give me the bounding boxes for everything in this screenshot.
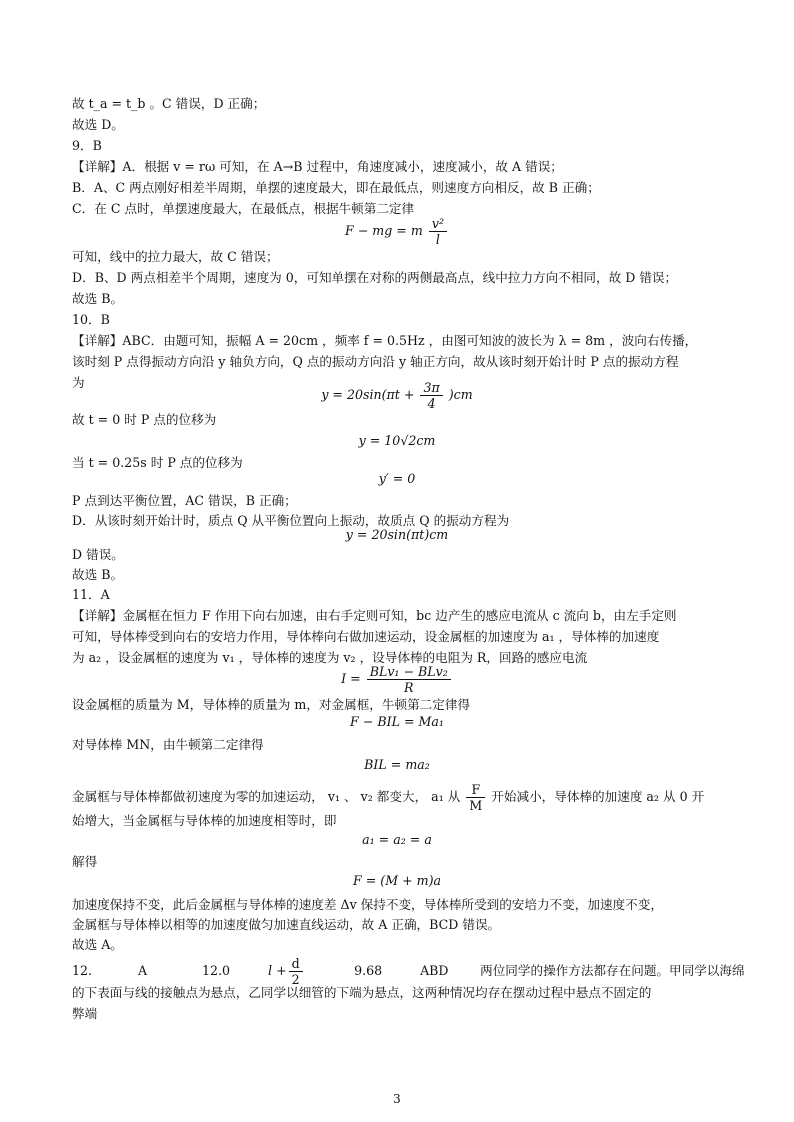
fraction: $\frac{\text{BLv₁ − BLv₂}}{R}$ <box>367 664 451 695</box>
equation-accel-equal: a₁ = a₂ = a <box>362 832 432 847</box>
equation-rod-newton: BIL = ma₂ <box>364 757 430 772</box>
text-line: D 错误。 <box>72 547 124 562</box>
text-line: 可知，导体棒受到向右的安培力作用，导体棒向右做加速运动，设金属框的加速度为 a₁ ，导体棒的加速度 <box>72 629 660 644</box>
text-line: D．从该时刻开始计时，质点 Q 从平衡位置向上振动，故质点 Q 的振动方程为 <box>72 513 510 528</box>
fraction: $\frac{\text{v²}}{l}$ <box>429 216 447 247</box>
equation-p-displacement-2: y′ = 0 <box>378 471 416 486</box>
text-line: 当 t = 0.25s 时 P 点的位移为 <box>72 455 243 470</box>
text-line: C．在 C 点时，单摆速度最大，在最低点，根据牛顿第二定律 <box>72 201 415 216</box>
fraction: $\frac{F}{M}$ <box>466 782 485 813</box>
question-number: 10．B <box>72 312 110 327</box>
text-line-with-fraction: 金属框与导体棒都做初速度为零的加速运动， v₁ 、 v₂ 都变大， a₁ 从 $\frac{F}{M}$ 开始减小，导体棒的加速度 a₂ 从 0 开 <box>72 782 705 813</box>
text-line: 为 <box>72 375 85 390</box>
text-line: 解得 <box>72 854 98 869</box>
text-line: 故 t = 0 时 P 点的位移为 <box>72 412 217 427</box>
text-line: 故选 A。 <box>72 937 123 952</box>
text-line: 【详解】A．根据 v = rω 可知，在 A→B 过程中，角速度减小，速度减小，故 A 错误； <box>72 159 563 174</box>
question-number: 11．A <box>72 587 110 602</box>
text-line: P 点到达平衡位置，AC 错误，B 正确； <box>72 493 297 508</box>
equation-q-motion: y = 20sin(πt)cm <box>345 527 449 542</box>
question-number: 9．B <box>72 138 102 153</box>
text-line: 的下表面与线的接触点为悬点，乙同学以细管的下端为悬点，这两种情况均存在摆动过程中悬点不固定的 <box>72 985 652 1000</box>
text-line: 加速度保持不变，此后金属框与导体棒的速度差 Δv 保持不变，导体棒所受到的安培力不变，加速度不变， <box>72 897 663 912</box>
text-line: 该时刻 P 点得振动方向沿 y 轴负方向，Q 点的振动方向沿 y 轴正方向，故从该时刻开始计时 P 点的振动方程 <box>72 354 679 369</box>
text-line: D．B、D 两点相差半个周期，速度为 0，可知单摆在对称的两侧最高点，线中拉力方向不相同，故 D 错误； <box>72 270 678 285</box>
equation-p-displacement: y = 10√2cm <box>358 433 436 448</box>
text-line: 故 t_a = t_b 。C 错误，D 正确； <box>72 96 266 111</box>
text-line: 设金属框的质量为 M，导体棒的质量为 m，对金属框，牛顿第二定律得 <box>72 697 471 712</box>
answer-fraction: l + $\frac{d}{2}$ <box>268 956 350 987</box>
text-line: 故选 B。 <box>72 567 124 582</box>
equation-p-motion: y = 20sin(πt + $\frac{3\pi}{4}$ )cm <box>321 380 473 411</box>
text-line: 【详解】ABC．由题可知，振幅 A = 20cm ，频率 f = 0.5Hz ，由图可知波的波长为 λ = 8m ，波向右传播， <box>72 333 698 348</box>
text-line: 故选 D。 <box>72 117 124 132</box>
text-line: 弊端 <box>72 1006 98 1021</box>
text-line: 始增大，当金属框与导体棒的加速度相等时，即 <box>72 813 337 828</box>
equation-newton: F − mg = m $\frac{\text{v²}}{l}$ <box>0 216 794 247</box>
question-number: 12. <box>72 963 93 978</box>
text-line: 对导体棒 MN，由牛顿第二定律得 <box>72 737 264 752</box>
page-number: 3 <box>393 1092 401 1106</box>
text-line: 【详解】金属框在恒力 F 作用下向右加速，由右手定则可知，bc 边产生的感应电流从 c 流向 b，由左手定则 <box>72 608 677 623</box>
fraction: $\frac{d}{2}$ <box>289 956 303 987</box>
equation-current: I = $\frac{\text{BLv₁ − BLv₂}}{R}$ <box>0 664 794 695</box>
fraction: $\frac{3\pi}{4}$ <box>420 380 442 411</box>
text-line: B．A、C 两点刚好相差半周期，单摆的速度最大，即在最低点，则速度方向相反，故 B 正确； <box>72 180 600 195</box>
text-line: 为 a₂ ，设金属框的速度为 v₁ ，导体棒的速度为 v₂ ，设导体棒的电阻为 R，回路的感应电流 <box>72 650 588 665</box>
equation-frame-newton: F − BIL = Ma₁ <box>350 714 444 729</box>
text-line: 金属框与导体棒以相等的加速度做匀加速直线运动，故 A 正确，BCD 错误。 <box>72 917 501 932</box>
equation-force-result: F = (M + m)a <box>352 873 442 888</box>
text-line: 可知，线中的拉力最大，故 C 错误； <box>72 249 279 264</box>
text-line: 故选 B。 <box>72 291 124 306</box>
answer-12-line: 12. A 12.0 l + $\frac{d}{2}$ 9.68 ABD 两位同学的操作方法都存在问题。甲同学以海绵 <box>72 956 745 987</box>
